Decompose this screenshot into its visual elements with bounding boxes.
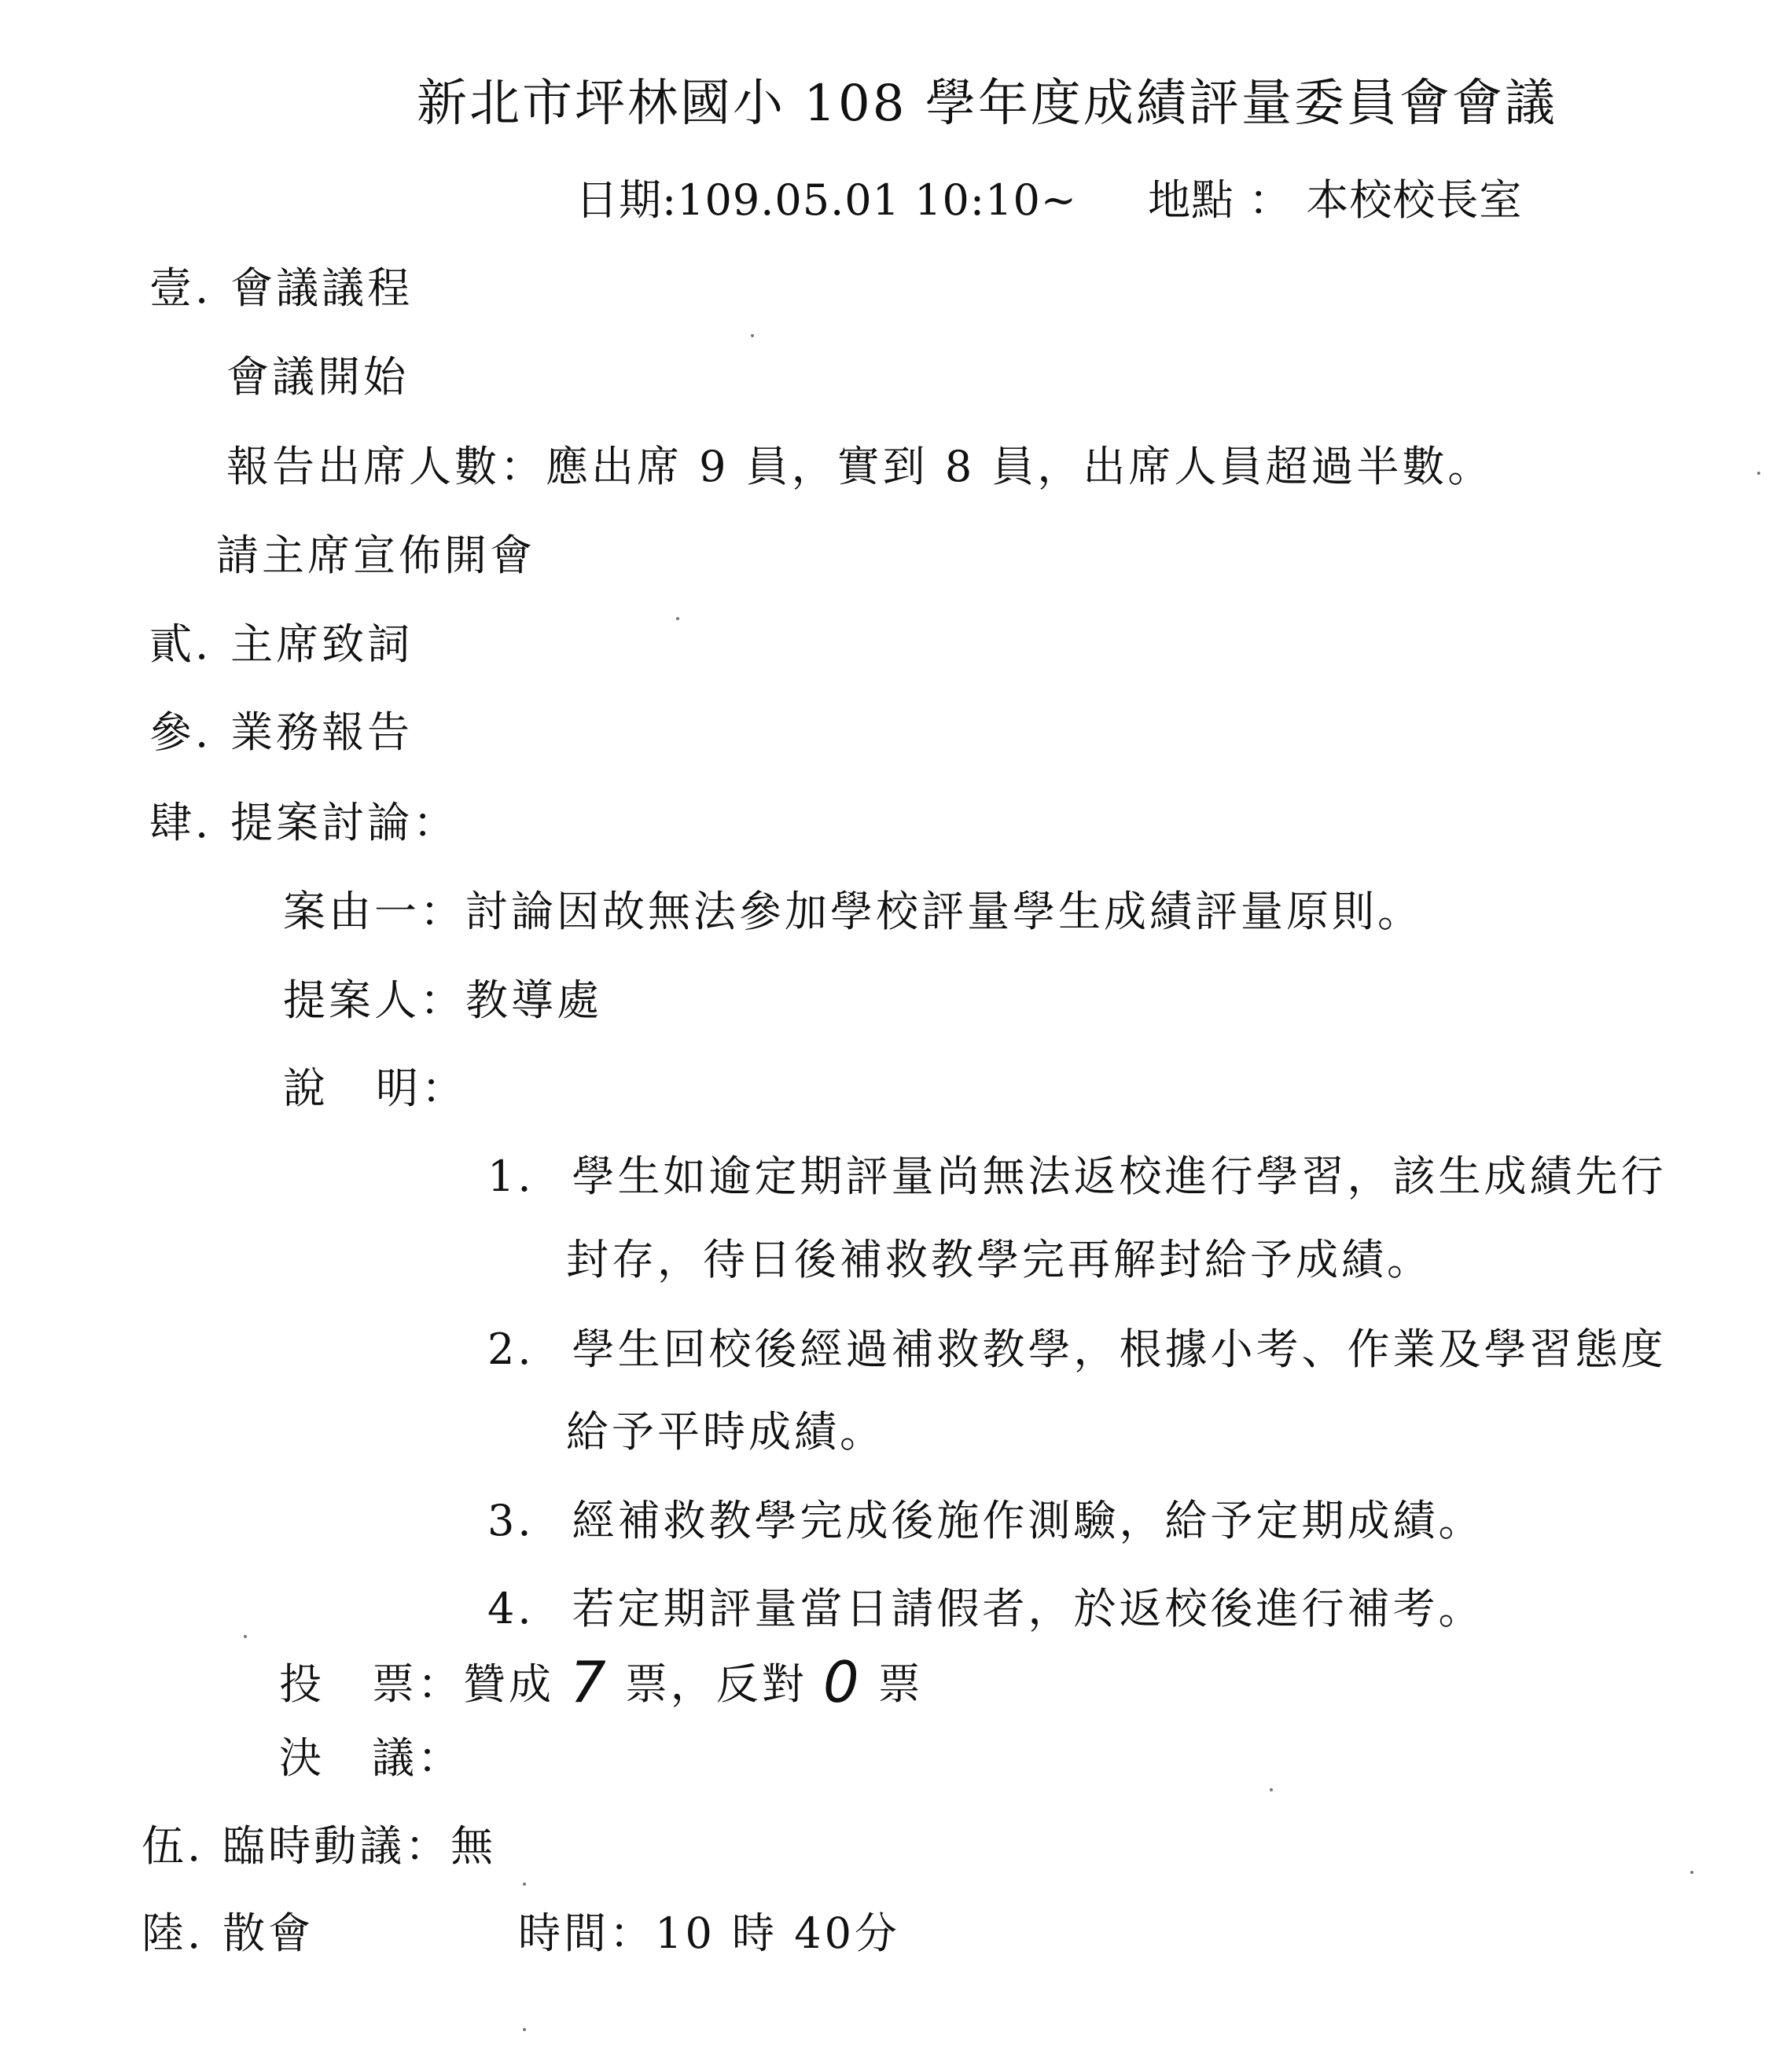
adjourn-time: 時間：10 時 40分: [518, 1909, 900, 1958]
scan-speck: [244, 1635, 247, 1638]
announce-opening-line: 請主席宣佈開會: [216, 531, 535, 580]
scan-speck: [523, 2028, 526, 2031]
case-text: 討論因故無法參加學校評量學生成績評量原則。: [465, 887, 1423, 936]
vote-unit: 票，反對: [624, 1659, 807, 1709]
explanation-item-4: [487, 1584, 1484, 1633]
section-4-heading: [149, 798, 459, 847]
item-number: 4.: [487, 1584, 535, 1633]
scan-speck: [1690, 1871, 1693, 1874]
resolution-label-a: 決: [279, 1733, 325, 1783]
section-title: 會議議程: [230, 263, 414, 313]
section-title: 業務報告: [230, 707, 414, 757]
meeting-place: 地點 ： 本校校長室: [1148, 175, 1523, 225]
item-text: 學生如逾定期評量尚無法返校進行學習，該生成績先行: [572, 1152, 1667, 1201]
section-5-heading: [142, 1821, 497, 1871]
attendance-report-line: 報告出席人數：應出席 9 員，實到 8 員，出席人員超過半數。: [226, 442, 1494, 491]
vote-unit: 票: [877, 1659, 924, 1709]
section-title: 散會: [222, 1909, 314, 1958]
vote-against-count: 0: [822, 1649, 862, 1715]
section-title: 主席致詞: [230, 619, 414, 669]
proposer-label: 提案人：: [283, 975, 465, 1025]
explanation-item-1: [487, 1152, 1667, 1201]
explanation-item-1-cont: 封存，待日後補救教學完再解封給予成績。: [566, 1235, 1432, 1284]
section-number: 壹.: [149, 263, 212, 313]
proposer-line: [283, 975, 602, 1025]
section-number: 肆.: [149, 798, 212, 847]
item-number: 1.: [487, 1152, 535, 1201]
section-number: 陸.: [142, 1909, 204, 1958]
item-number: 3.: [487, 1496, 535, 1545]
explanation-label-b: 明：: [376, 1064, 467, 1113]
vote-line: [279, 1649, 924, 1715]
case-label: 案由一：: [283, 887, 465, 936]
section-number: 貳.: [149, 619, 212, 669]
scan-speck: [676, 617, 679, 620]
scan-speck: [751, 334, 754, 337]
explanation-item-3: [487, 1496, 1484, 1545]
meeting-meta: [575, 175, 1523, 225]
resolution-label: [279, 1733, 463, 1783]
explanation-item-2: [487, 1324, 1667, 1374]
section-title: 提案討論：: [230, 798, 459, 847]
meeting-start-line: 會議開始: [226, 352, 409, 402]
explanation-label: [283, 1064, 467, 1113]
section-2-heading: [149, 619, 414, 669]
vote-for-text: 贊成: [463, 1659, 554, 1709]
section-6-heading: [142, 1909, 900, 1958]
section-3-heading: [149, 707, 414, 757]
scan-speck: [523, 1883, 526, 1886]
item-text: 學生回校後經過補救教學，根據小考、作業及學習態度: [572, 1324, 1667, 1374]
scan-speck: [1270, 1788, 1273, 1791]
proposer-value: 教導處: [465, 975, 602, 1025]
vote-label-b: 票：: [372, 1659, 463, 1709]
section-title: 臨時動議：無: [222, 1821, 497, 1871]
meeting-date: 日期:109.05.01 10:10~: [575, 175, 1078, 225]
explanation-item-2-cont: 給予平時成績。: [566, 1407, 885, 1457]
item-text: 若定期評量當日請假者，於返校後進行補考。: [572, 1584, 1484, 1633]
vote-for-count: 7: [570, 1649, 609, 1715]
section-number: 參.: [149, 707, 212, 757]
vote-label-a: 投: [279, 1659, 325, 1709]
resolution-label-b: 議：: [372, 1733, 463, 1783]
section-number: 伍.: [142, 1821, 204, 1871]
proposal-case-line: [283, 887, 1423, 936]
document-title: 新北市坪林國小 108 學年度成績評量委員會會議: [417, 75, 1557, 133]
section-1-heading: [149, 263, 414, 313]
scan-speck: [1757, 472, 1760, 475]
explanation-label-a: 說: [283, 1064, 329, 1113]
item-number: 2.: [487, 1324, 535, 1374]
item-text: 經補救教學完成後施作測驗，給予定期成績。: [572, 1496, 1484, 1545]
